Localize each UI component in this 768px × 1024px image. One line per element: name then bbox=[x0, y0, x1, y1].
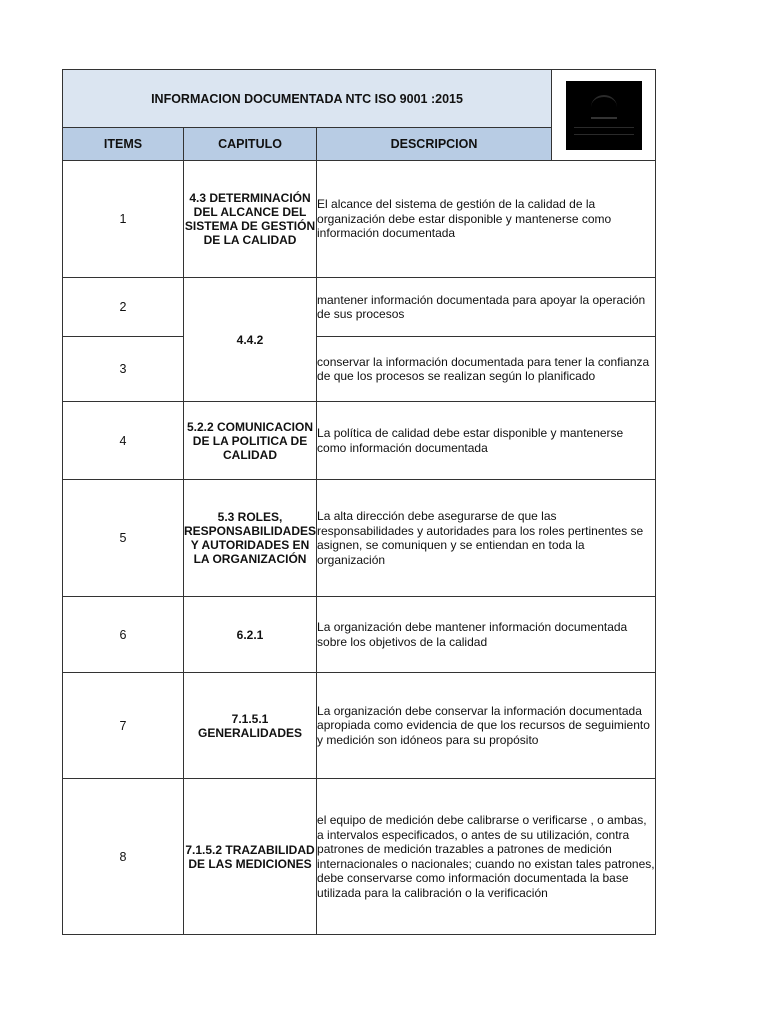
sena-logo-icon bbox=[566, 81, 642, 150]
table-row bbox=[63, 337, 656, 402]
table-title: INFORMACION DOCUMENTADA NTC ISO 9001 :2015 bbox=[63, 70, 552, 128]
chapter-cell: 7.1.5.2 TRAZABILIDAD DE LAS MEDICIONES bbox=[184, 779, 317, 935]
chapter-cell: 7.1.5.1 GENERALIDADES bbox=[184, 673, 317, 779]
table-row bbox=[63, 278, 656, 337]
table-row bbox=[63, 402, 656, 480]
description-cell: La organización debe mantener información documentada sobre los objetivos de la calidad bbox=[317, 597, 656, 673]
table-row bbox=[63, 779, 656, 935]
description-cell: La organización debe conservar la información documentada apropiada como evidencia de que los recursos de seguimiento y medición son idóneos para su propósito bbox=[317, 673, 656, 779]
item-number: 5 bbox=[63, 480, 184, 597]
item-number: 1 bbox=[63, 161, 184, 278]
iso-documentation-table bbox=[62, 69, 656, 935]
description-cell: La política de calidad debe estar disponible y mantenerse como información documentada bbox=[317, 402, 656, 480]
chapter-cell: 4.3 DETERMINACIÓN DEL ALCANCE DEL SISTEMA DE GESTIÓN DE LA CALIDAD bbox=[184, 161, 317, 278]
header-items: ITEMS bbox=[63, 128, 184, 161]
description-cell: conservar la información documentada para tener la confianza de que los procesos se realizan según lo planificado bbox=[317, 337, 656, 402]
chapter-cell: 5.2.2 COMUNICACION DE LA POLITICA DE CALIDAD bbox=[184, 402, 317, 480]
table-row bbox=[63, 673, 656, 779]
item-number: 8 bbox=[63, 779, 184, 935]
item-number: 3 bbox=[63, 337, 184, 402]
chapter-cell: 4.4.2 bbox=[184, 278, 317, 402]
table-row bbox=[63, 480, 656, 597]
description-cell: el equipo de medición debe calibrarse o verificarse , o ambas, a intervalos especificados, o antes de su utilización, contra patrones de medición trazables a patrones de medición internacionales o nacionales; cuando no existan tales patrones, debe conservarse como información documentada la base utilizada para la calibración o la verificación bbox=[317, 779, 656, 935]
header-descripcion: DESCRIPCION bbox=[317, 128, 552, 161]
chapter-cell: 5.3 ROLES, RESPONSABILIDADES Y AUTORIDADES EN LA ORGANIZACIÓN bbox=[184, 480, 317, 597]
item-number: 4 bbox=[63, 402, 184, 480]
item-number: 2 bbox=[63, 278, 184, 337]
header-capitulo: CAPITULO bbox=[184, 128, 317, 161]
logo-cell bbox=[552, 70, 656, 161]
description-cell: El alcance del sistema de gestión de la calidad de la organización debe estar disponible y mantenerse como información documentada bbox=[317, 161, 656, 278]
description-cell: mantener información documentada para apoyar la operación de sus procesos bbox=[317, 278, 656, 337]
table-row bbox=[63, 161, 656, 278]
description-cell: La alta dirección debe asegurarse de que las responsabilidades y autoridades para los roles pertinentes se asignen, se comuniquen y se entiendan en toda la organización bbox=[317, 480, 656, 597]
item-number: 6 bbox=[63, 597, 184, 673]
chapter-cell: 6.2.1 bbox=[184, 597, 317, 673]
item-number: 7 bbox=[63, 673, 184, 779]
table-row bbox=[63, 597, 656, 673]
